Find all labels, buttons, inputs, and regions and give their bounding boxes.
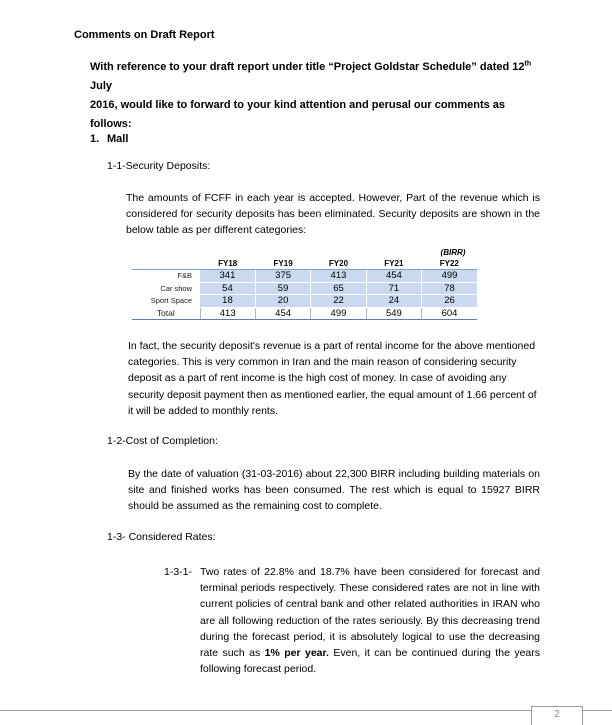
considered-rates-paragraph [200, 564, 540, 677]
table-cell: 22 [311, 295, 366, 307]
table-row [132, 295, 477, 307]
table-unit: (BIRR) [440, 248, 466, 257]
table-cell: 341 [200, 270, 255, 282]
page-title: Comments on Draft Report [74, 29, 215, 41]
rates-emphasis: 1% per year. [264, 647, 329, 660]
table-header-year: FY22 [422, 258, 477, 270]
table-cell: 454 [366, 270, 421, 282]
security-deposits-explanation: In fact, the security deposit's revenue is a part of rental income for the above mentioned categories. This is very common in Iran and the main reason of considering security deposit as a part of rent income is the high cost of money. In case of avoiding any security deposit payment then as mentioned earlier, the equal amount of 1.66 percent of it will be added to monthly rents. [128, 340, 537, 417]
intro-paragraph [90, 58, 545, 134]
section-heading: Mall [107, 133, 129, 145]
table-total-cell: 413 [200, 307, 255, 319]
rates-text: Two rates of 22.8% and 18.7% have been considered for forecast and terminal periods respectively. These considered rates are not in line with current policies of central bank and other related authorities in IRAN who are all following reduction of the rates seriously. By this decreasing trend during the forecast period, it is absolutely logical to use the decreasing rate such as [200, 566, 540, 660]
intro-text-end: July [90, 80, 113, 92]
section-number: 1. [90, 133, 100, 145]
table-cell: 71 [366, 282, 421, 294]
table-cell: 18 [200, 295, 255, 307]
table-cell: 24 [366, 295, 421, 307]
table-header-row [132, 258, 477, 270]
table-total-cell: 549 [366, 307, 421, 319]
table-header-empty [132, 258, 200, 270]
cost-of-completion-paragraph: By the date of valuation (31-03-2016) about 22,300 BIRR including building materials on site and finished works has been consumed. The rest which is equal to 15927 BIRR should be assumed as the remaining cost to complete. [128, 468, 540, 513]
table-total-label: Total [132, 307, 200, 319]
security-deposits-table [132, 258, 477, 320]
table-cell: 65 [311, 282, 366, 294]
table-cell: 59 [255, 282, 310, 294]
table-header-year: FY19 [255, 258, 310, 270]
table-total-cell: 604 [422, 307, 477, 319]
table-row [132, 270, 477, 282]
table-cell: 54 [200, 282, 255, 294]
intro-text: With reference to your draft report under title “Project Goldstar Schedule” dated 12 [90, 61, 525, 73]
list-item-number: 1-3-1- [164, 566, 193, 578]
table-cell: 375 [255, 270, 310, 282]
page-number: 2 [531, 706, 583, 725]
table-header-year: FY21 [366, 258, 421, 270]
table-cell: 499 [422, 270, 477, 282]
table-row-category: Car show [132, 282, 200, 294]
subsection-heading: 1-1-Security Deposits: [107, 160, 211, 172]
subsection-heading: 1-3- Considered Rates: [107, 531, 216, 543]
table-cell: 20 [255, 295, 310, 307]
table-cell: 413 [311, 270, 366, 282]
table-header-year: FY18 [200, 258, 255, 270]
intro-text-line2: 2016, would like to forward to your kind attention and perusal our comments as follows: [90, 99, 506, 130]
subsection-heading: 1-2-Cost of Completion: [107, 435, 218, 447]
table-total-cell: 499 [311, 307, 366, 319]
table-total-row [132, 307, 477, 319]
security-deposits-paragraph: The amounts of FCFF in each year is accepted. However, Part of the revenue which is considered for security deposits has been eliminated. Security deposits are shown in the below table as per different categories: [126, 192, 540, 237]
table-header-year: FY20 [311, 258, 366, 270]
rates-text-end: Even, it can be continued during the years following forecast period. [200, 647, 541, 676]
table-row-category: F&B [132, 270, 200, 282]
table-cell: 26 [422, 295, 477, 307]
table-cell: 78 [422, 282, 477, 294]
table-row-category: Sport Space [132, 295, 200, 307]
footer-rule [0, 710, 612, 711]
table-total-cell: 454 [255, 307, 310, 319]
intro-superscript: th [524, 60, 532, 68]
table-row [132, 282, 477, 294]
